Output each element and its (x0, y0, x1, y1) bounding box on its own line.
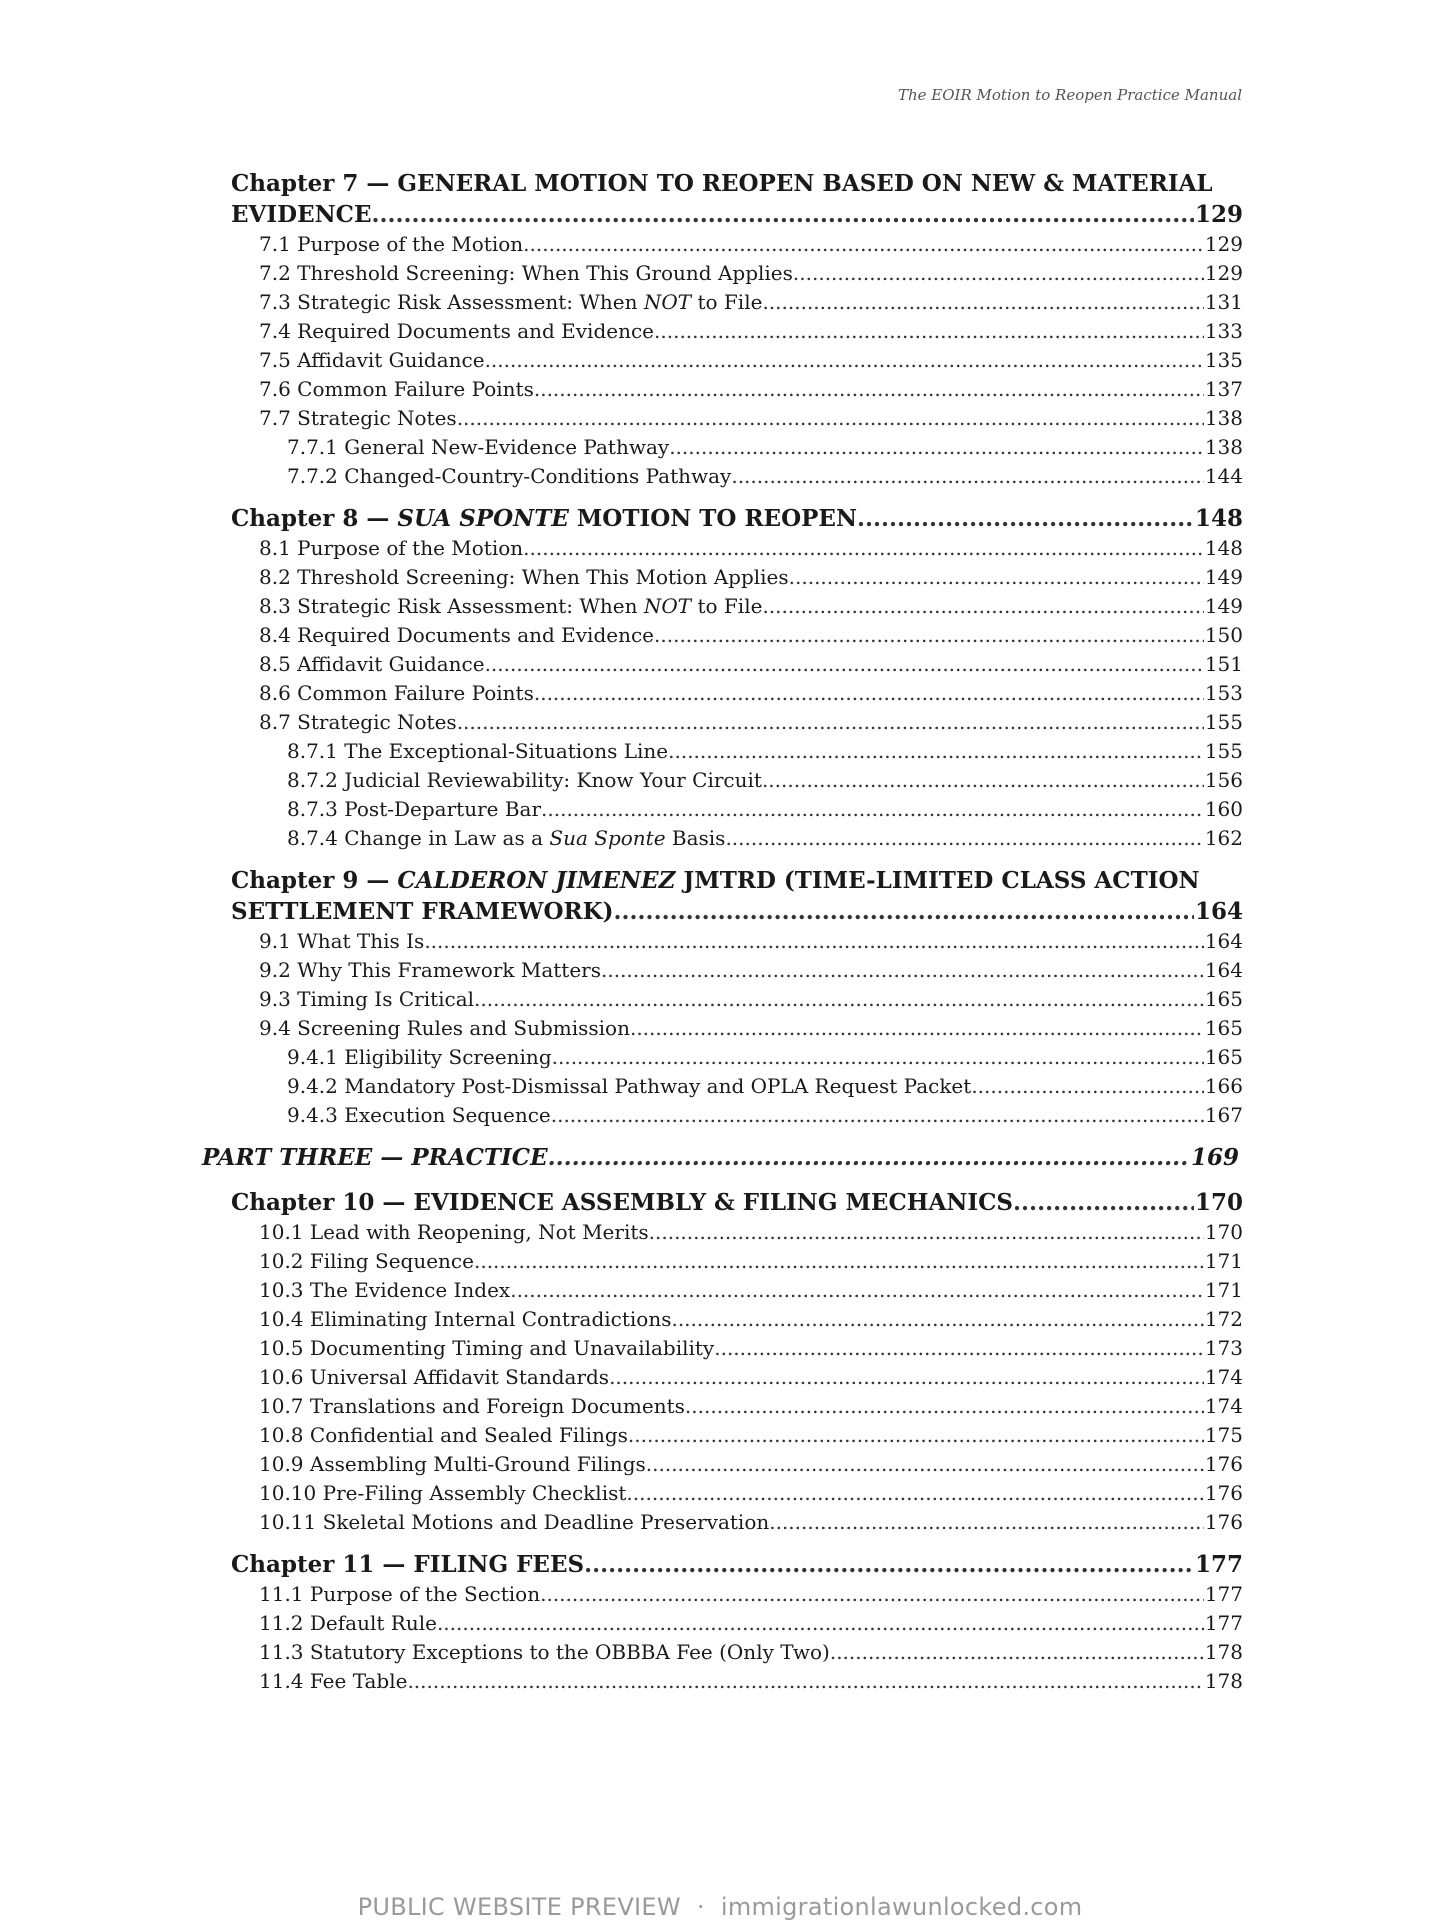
entry-page: 167 (1204, 1103, 1243, 1127)
entry-page: 162 (1204, 826, 1243, 850)
entry-title: 7.1 Purpose of the Motion (259, 232, 524, 256)
table-of-contents (202, 168, 1243, 1708)
entry-page: 129 (1204, 232, 1243, 256)
chapter-8-title-text: Chapter 8 — SUA SPONTE MOTION TO REOPEN (231, 505, 857, 532)
entry-page: 177 (1204, 1611, 1243, 1635)
entry-title: 8.3 Strategic Risk Assessment: When NOT to File (259, 594, 763, 618)
footer-preview-label: PUBLIC WEBSITE PREVIEW (357, 1893, 681, 1921)
chapter-9-page: 164 (1194, 898, 1243, 925)
entry-title: 7.7 Strategic Notes (259, 406, 457, 430)
chapter-9-title-line2: SETTLEMENT FRAMEWORK) (231, 898, 614, 925)
entry-title: 8.7 Strategic Notes (259, 710, 457, 734)
entry-page: 153 (1204, 681, 1243, 705)
entry-title: 8.7.3 Post-Departure Bar (287, 797, 542, 821)
toc-entry-9-3[interactable] (231, 985, 1243, 1014)
entry-page: 138 (1204, 406, 1243, 430)
entry-title: 10.9 Assembling Multi-Ground Filings (259, 1452, 646, 1476)
toc-entry-8-2[interactable] (231, 563, 1243, 592)
chapter-11-title-text: Chapter 11 — FILING FEES (231, 1551, 585, 1578)
footer-site-link[interactable]: immigrationlawunlocked.com (720, 1893, 1083, 1921)
toc-entry-11-2[interactable] (231, 1609, 1243, 1638)
toc-entry-7-2[interactable] (231, 259, 1243, 288)
chapter-7-title[interactable]: Chapter 7 — GENERAL MOTION TO REOPEN BASED ON NEW & MATERIAL (231, 170, 1213, 197)
entry-title: 8.2 Threshold Screening: When This Motion Applies (259, 565, 789, 589)
entry-page: 177 (1204, 1582, 1243, 1606)
chapter-9 (231, 865, 1243, 1130)
toc-entry-9-4-1[interactable] (231, 1043, 1243, 1072)
chapter-7-page: 129 (1194, 201, 1243, 228)
entry-page: 129 (1204, 261, 1243, 285)
entry-title: 8.7.1 The Exceptional-Situations Line (287, 739, 669, 763)
entry-page: 150 (1204, 623, 1243, 647)
entry-title: 9.1 What This Is (259, 929, 425, 953)
toc-entry-9-2[interactable] (231, 956, 1243, 985)
toc-entry-10-7[interactable] (231, 1392, 1243, 1421)
entry-page: 174 (1204, 1394, 1243, 1418)
toc-entry-10-4[interactable] (231, 1305, 1243, 1334)
entry-page: 138 (1204, 435, 1243, 459)
entry-page: 149 (1204, 565, 1243, 589)
entry-page: 171 (1204, 1278, 1243, 1302)
entry-title: 9.4 Screening Rules and Submission (259, 1016, 630, 1040)
toc-entry-10-6[interactable] (231, 1363, 1243, 1392)
toc-entry-8-7-2[interactable] (231, 766, 1243, 795)
entry-page: 155 (1204, 739, 1243, 763)
toc-entry-8-4[interactable] (231, 621, 1243, 650)
entry-page: 137 (1204, 377, 1243, 401)
entry-page: 164 (1204, 958, 1243, 982)
toc-entry-10-11[interactable] (231, 1508, 1243, 1537)
entry-title: 7.7.2 Changed-Country-Conditions Pathway (287, 464, 732, 488)
toc-entry-11-1[interactable] (231, 1580, 1243, 1609)
entry-page: 178 (1204, 1640, 1243, 1664)
entry-page: 176 (1204, 1481, 1243, 1505)
toc-entry-11-4[interactable] (231, 1667, 1243, 1696)
entry-page: 148 (1204, 536, 1243, 560)
toc-entry-8-1[interactable] (231, 534, 1243, 563)
chapter-10-page: 170 (1194, 1189, 1243, 1216)
chapter-10-title[interactable] (231, 1187, 1243, 1218)
entry-title: 10.7 Translations and Foreign Documents (259, 1394, 685, 1418)
entry-page: 151 (1204, 652, 1243, 676)
entry-title: 9.2 Why This Framework Matters (259, 958, 601, 982)
entry-title: 10.6 Universal Affidavit Standards (259, 1365, 610, 1389)
entry-title: 11.4 Fee Table (259, 1669, 408, 1693)
toc-entry-10-10[interactable] (231, 1479, 1243, 1508)
toc-entry-10-8[interactable] (231, 1421, 1243, 1450)
toc-entry-7-5[interactable] (231, 346, 1243, 375)
chapter-7-title-end[interactable] (231, 199, 1243, 230)
entry-page: 173 (1204, 1336, 1243, 1360)
entry-page: 165 (1204, 1016, 1243, 1040)
entry-page: 133 (1204, 319, 1243, 343)
chapter-7-title-line2: EVIDENCE (231, 201, 372, 228)
chapter-11 (231, 1549, 1243, 1696)
entry-title: 10.10 Pre-Filing Assembly Checklist (259, 1481, 627, 1505)
entry-title: 10.2 Filing Sequence (259, 1249, 474, 1273)
toc-entry-8-5[interactable] (231, 650, 1243, 679)
entry-title: 10.1 Lead with Reopening, Not Merits (259, 1220, 649, 1244)
entry-title: 11.1 Purpose of the Section (259, 1582, 541, 1606)
part-three-title: PART THREE — PRACTICE (202, 1144, 548, 1171)
preview-footer (0, 1893, 1440, 1921)
entry-title: 9.3 Timing Is Critical (259, 987, 475, 1011)
entry-page: 156 (1204, 768, 1243, 792)
part-three-page: 169 (1190, 1144, 1239, 1171)
entry-page: 164 (1204, 929, 1243, 953)
chapter-9-title-end[interactable] (231, 896, 1243, 927)
entry-title: 7.3 Strategic Risk Assessment: When NOT to File (259, 290, 763, 314)
entry-title: 8.7.2 Judicial Reviewability: Know Your Circuit (287, 768, 762, 792)
entry-page: 155 (1204, 710, 1243, 734)
entry-title: 11.3 Statutory Exceptions to the OBBBA Fee (Only Two) (259, 1640, 830, 1664)
entry-title: 8.7.4 Change in Law as a Sua Sponte Basis (287, 826, 726, 850)
footer-separator: · (696, 1893, 705, 1921)
entry-title: 11.2 Default Rule (259, 1611, 437, 1635)
entry-title: 7.4 Required Documents and Evidence (259, 319, 655, 343)
entry-page: 144 (1204, 464, 1243, 488)
toc-entry-9-1[interactable] (231, 927, 1243, 956)
toc-entry-9-4-3[interactable] (231, 1101, 1243, 1130)
entry-title: 7.7.1 General New-Evidence Pathway (287, 435, 670, 459)
entry-page: 175 (1204, 1423, 1243, 1447)
chapter-8 (231, 503, 1243, 853)
toc-entry-9-4-2[interactable] (231, 1072, 1243, 1101)
entry-page: 172 (1204, 1307, 1243, 1331)
toc-entry-11-3[interactable] (231, 1638, 1243, 1667)
toc-entry-7-7-2[interactable] (231, 462, 1243, 491)
toc-entry-8-7[interactable] (231, 708, 1243, 737)
toc-entry-7-7[interactable] (231, 404, 1243, 433)
entry-title: 8.1 Purpose of the Motion (259, 536, 524, 560)
entry-page: 170 (1204, 1220, 1243, 1244)
entry-title: 9.4.1 Eligibility Screening (287, 1045, 552, 1069)
entry-title: 9.4.2 Mandatory Post-Dismissal Pathway and OPLA Request Packet (287, 1074, 972, 1098)
entry-title: 10.8 Confidential and Sealed Filings (259, 1423, 628, 1447)
entry-page: 174 (1204, 1365, 1243, 1389)
chapter-11-title[interactable] (231, 1549, 1243, 1580)
entry-title: 7.2 Threshold Screening: When This Ground Applies (259, 261, 793, 285)
entry-title: 10.3 The Evidence Index (259, 1278, 511, 1302)
toc-entry-10-2[interactable] (231, 1247, 1243, 1276)
toc-entry-8-6[interactable] (231, 679, 1243, 708)
toc-entry-7-7-1[interactable] (231, 433, 1243, 462)
chapter-7 (231, 168, 1243, 491)
entry-page: 165 (1204, 1045, 1243, 1069)
running-header: The EOIR Motion to Reopen Practice Manual (898, 86, 1242, 104)
entry-page: 135 (1204, 348, 1243, 372)
entry-title: 7.5 Affidavit Guidance (259, 348, 485, 372)
toc-entry-10-9[interactable] (231, 1450, 1243, 1479)
toc-entry-8-7-3[interactable] (231, 795, 1243, 824)
toc-entry-8-7-1[interactable] (231, 737, 1243, 766)
chapter-9-title[interactable]: Chapter 9 — CALDERON JIMENEZ JMTRD (TIME-LIMITED CLASS ACTION (231, 867, 1200, 894)
entry-page: 131 (1204, 290, 1243, 314)
entry-page: 149 (1204, 594, 1243, 618)
entry-title: 7.6 Common Failure Points (259, 377, 534, 401)
toc-entry-10-3[interactable] (231, 1276, 1243, 1305)
toc-entry-9-4[interactable] (231, 1014, 1243, 1043)
entry-page: 166 (1204, 1074, 1243, 1098)
chapter-10 (231, 1187, 1243, 1537)
entry-title: 10.11 Skeletal Motions and Deadline Preservation (259, 1510, 770, 1534)
entry-page: 160 (1204, 797, 1243, 821)
entry-page: 171 (1204, 1249, 1243, 1273)
entry-title: 9.4.3 Execution Sequence (287, 1103, 551, 1127)
entry-page: 176 (1204, 1510, 1243, 1534)
toc-entry-8-3[interactable] (231, 592, 1243, 621)
entry-title: 8.5 Affidavit Guidance (259, 652, 485, 676)
chapter-8-page: 148 (1194, 505, 1243, 532)
entry-title: 10.5 Documenting Timing and Unavailability (259, 1336, 715, 1360)
entry-title: 8.4 Required Documents and Evidence (259, 623, 655, 647)
toc-entry-8-7-4[interactable] (231, 824, 1243, 853)
entry-title: 8.6 Common Failure Points (259, 681, 534, 705)
part-three-heading[interactable] (202, 1142, 1239, 1173)
entry-page: 178 (1204, 1669, 1243, 1693)
toc-entry-7-1[interactable] (231, 230, 1243, 259)
chapter-10-title-text: Chapter 10 — EVIDENCE ASSEMBLY & FILING MECHANICS (231, 1189, 1014, 1216)
entry-page: 176 (1204, 1452, 1243, 1476)
toc-entry-7-4[interactable] (231, 317, 1243, 346)
entry-title: 10.4 Eliminating Internal Contradictions (259, 1307, 672, 1331)
toc-entry-10-5[interactable] (231, 1334, 1243, 1363)
toc-entry-10-1[interactable] (231, 1218, 1243, 1247)
toc-entry-7-6[interactable] (231, 375, 1243, 404)
chapter-11-page: 177 (1194, 1551, 1243, 1578)
toc-entry-7-3[interactable] (231, 288, 1243, 317)
entry-page: 165 (1204, 987, 1243, 1011)
chapter-8-title[interactable] (231, 503, 1243, 534)
